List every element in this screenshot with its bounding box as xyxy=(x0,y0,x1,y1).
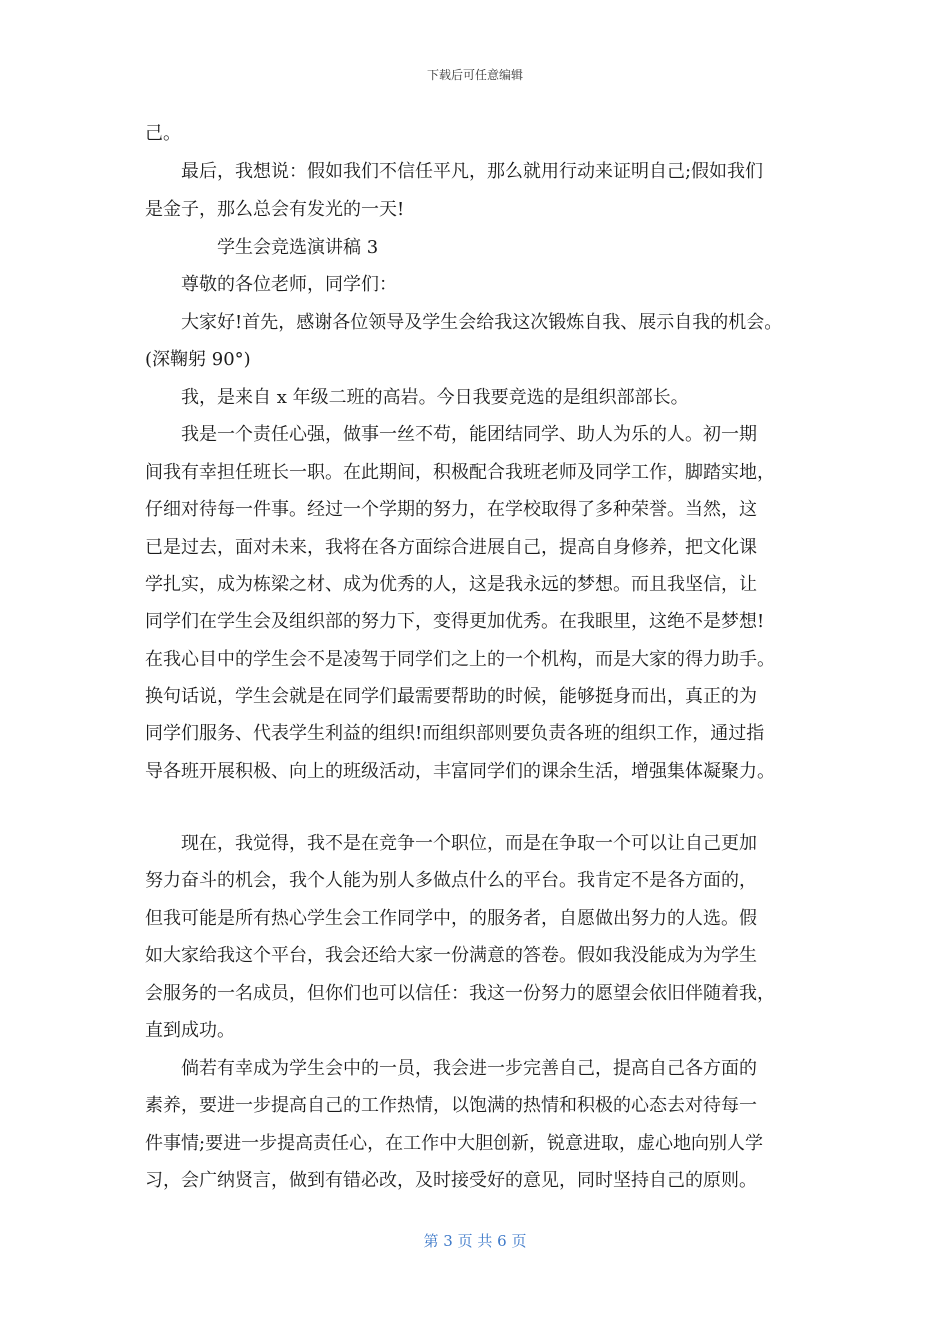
paragraph-line: 仔细对待每一件事。经过一个学期的努力，在学校取得了多种荣誉。当然，这 xyxy=(145,499,757,520)
paragraph-line: 是金子，那么总会有发光的一天! xyxy=(145,199,405,220)
paragraph-line: 换句话说，学生会就是在同学们最需要帮助的时候，能够挺身而出，真正的为 xyxy=(145,686,757,707)
paragraph-line: 我是一个责任心强，做事一丝不苟，能团结同学、助人为乐的人。初一期 xyxy=(181,424,757,445)
paragraph-line: 素养，要进一步提高自己的工作热情，以饱满的热情和积极的心态去对待每一 xyxy=(145,1095,757,1116)
paragraph-line: 直到成功。 xyxy=(145,1020,235,1041)
page-footer: 第 3 页 共 6 页 xyxy=(423,1232,527,1250)
paragraph-line: 努力奋斗的机会，我个人能为别人多做点什么的平台。我肯定不是各方面的， xyxy=(145,870,757,891)
paragraph-line: 件事情;要进一步提高责任心，在工作中大胆创新，锐意进取，虚心地向别人学 xyxy=(145,1133,764,1154)
salutation: 尊敬的各位老师，同学们： xyxy=(181,274,397,295)
paragraph-line: 现在，我觉得，我不是在竞争一个职位，而是在争取一个可以让自己更加 xyxy=(181,833,757,854)
paragraph-line: 同学们在学生会及组织部的努力下，变得更加优秀。在我眼里，这绝不是梦想! xyxy=(145,611,765,632)
paragraph-line: 己。 xyxy=(145,123,181,144)
paragraph-line: 我，是来自 x 年级二班的高岩。今日我要竞选的是组织部部长。 xyxy=(181,387,689,408)
paragraph-line: 同学们服务、代表学生利益的组织!而组织部则要负责各班的组织工作，通过指 xyxy=(145,723,765,744)
paragraph-line: 最后，我想说：假如我们不信任平凡，那么就用行动来证明自己;假如我们 xyxy=(181,161,764,182)
paragraph-line: 但我可能是所有热心学生会工作同学中，的服务者，自愿做出努力的人选。假 xyxy=(145,908,757,929)
paragraph-line: 习，会广纳贤言，做到有错必改，及时接受好的意见，同时坚持自己的原则。 xyxy=(145,1170,757,1191)
paragraph-line: 学扎实，成为栋梁之材、成为优秀的人，这是我永远的梦想。而且我坚信，让 xyxy=(145,574,757,595)
paragraph-line: (深鞠躬 90°) xyxy=(145,349,251,370)
paragraph-line: 如大家给我这个平台，我会还给大家一份满意的答卷。假如我没能成为为学生 xyxy=(145,945,757,966)
paragraph-line: 大家好!首先，感谢各位领导及学生会给我这次锻炼自我、展示自我的机会。 xyxy=(181,312,783,333)
page-header: 下载后可任意编辑 xyxy=(426,68,523,82)
paragraph-line: 在我心目中的学生会不是凌驾于同学们之上的一个机构，而是大家的得力助手。 xyxy=(145,649,775,670)
paragraph-line: 已是过去，面对未来，我将在各方面综合进展自己，提高自身修养，把文化课 xyxy=(145,537,757,558)
section-title: 学生会竞选演讲稿 3 xyxy=(217,237,379,258)
paragraph-line: 导各班开展积极、向上的班级活动，丰富同学们的课余生活，增强集体凝聚力。 xyxy=(145,761,775,782)
paragraph-line: 倘若有幸成为学生会中的一员，我会进一步完善自己，提高自己各方面的 xyxy=(181,1058,757,1079)
paragraph-line: 会服务的一名成员，但你们也可以信任：我这一份努力的愿望会依旧伴随着我， xyxy=(145,983,775,1004)
paragraph-line: 间我有幸担任班长一职。在此期间，积极配合我班老师及同学工作，脚踏实地， xyxy=(145,462,775,483)
